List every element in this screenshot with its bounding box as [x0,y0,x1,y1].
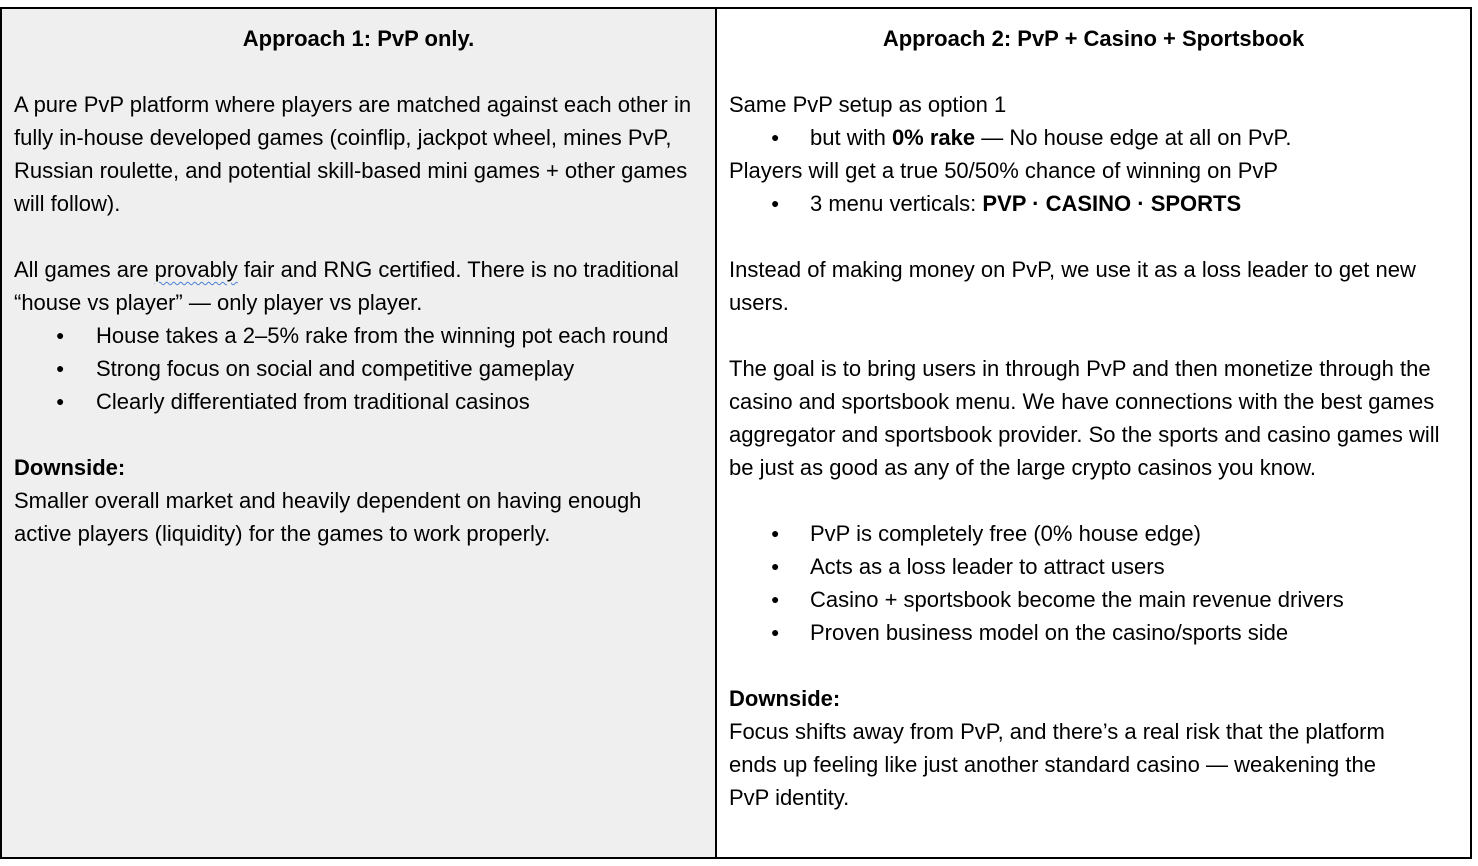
approach-2-bullet-list [729,517,1470,649]
approach-1-intro: A pure PvP platform where players are matched against each other in fully in-house developed games (coinflip, jackpot wheel, mines PvP, Russian roulette, and potential skill-based mini games + other games will follow). [14,92,692,216]
approach-2-line-1: Same PvP setup as option 1 [729,92,1007,117]
list-item [729,187,1470,220]
list-item: ● PvP is completely free (0% house edge) [729,517,1470,550]
rake-text-end: — No house edge at all on PvP. [975,125,1292,150]
list-item: ● Acts as a loss leader to attract users [729,550,1470,583]
fairness-text-end: fair and RNG certified. There is no traditional “house vs player” — only player vs player. [14,257,679,315]
approach-2-goal: The goal is to bring users in through PvP and then monetize through the casino and sportsbook menu. We have connections with the best games aggregator and sportsbook provider. So the sports and casino games will be just as good as any of the large crypto casinos you know. [729,356,1440,480]
approach-2-column [717,9,1470,857]
approach-1-bullet-list [14,319,715,418]
approach-1-fairness [14,253,715,319]
approach-2-loss-leader: Instead of making money on PvP, we use it as a loss leader to get new users. [729,257,1416,315]
approach-2-downside-text: Focus shifts away from PvP, and there’s a real risk that the platform ends up feeling like just another standard casino — weakening the PvP identity. [729,719,1385,810]
verticals-value: PVP · CASINO · SPORTS [982,191,1242,216]
comparison-table [0,7,1472,859]
rake-value: 0% rake [891,125,976,150]
spellcheck-flagged-word[interactable]: provably [154,257,238,282]
verticals-label: 3 menu verticals: [810,191,983,216]
approach-1-column [2,9,717,857]
approach-2-heading: Approach 2: PvP + Casino + Sportsbook [882,26,1305,51]
list-item: ● Proven business model on the casino/sports side [729,616,1470,649]
list-item: ● Casino + sportsbook become the main revenue drivers [729,583,1470,616]
approach-1-downside-text: Smaller overall market and heavily dependent on having enough active players (liquidity) for the games to work properly. [14,488,642,546]
approach-2-verticals-list [729,187,1470,220]
fairness-text-start: All games are [14,257,155,282]
list-item: ● Strong focus on social and competitive gameplay [14,352,695,385]
approach-2-downside-label: Downside: [729,686,841,711]
approach-2-line-2: Players will get a true 50/50% chance of winning on PvP [729,158,1279,183]
approach-1-downside-label: Downside: [14,455,126,480]
list-item: ● Clearly differentiated from traditional casinos [14,385,695,418]
approach-2-rake-list [729,121,1470,154]
approach-1-heading: Approach 1: PvP only. [242,26,475,51]
list-item [729,121,1470,154]
rake-text-start: but with [810,125,892,150]
list-item: ● House takes a 2–5% rake from the winning pot each round [14,319,695,352]
